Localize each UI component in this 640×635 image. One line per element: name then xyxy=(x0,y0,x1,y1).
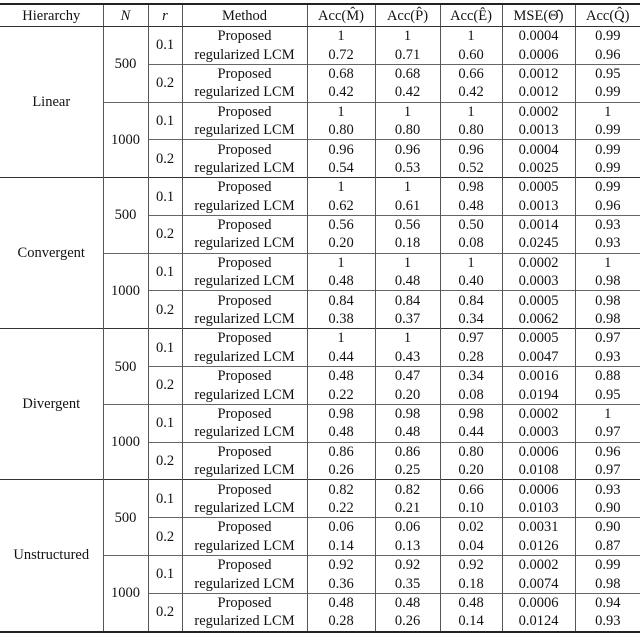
acc-e-cell: 1 xyxy=(440,102,502,121)
header-acc-q: Acc(Q̂) xyxy=(575,4,640,27)
acc-e-cell: 0.10 xyxy=(440,499,502,518)
acc-e-cell: 0.02 xyxy=(440,518,502,537)
acc-m-cell: 0.38 xyxy=(307,310,375,329)
acc-q-cell: 0.98 xyxy=(575,272,640,291)
acc-p-cell: 1 xyxy=(375,102,440,121)
acc-e-cell: 0.52 xyxy=(440,159,502,178)
acc-p-cell: 0.35 xyxy=(375,574,440,593)
n-cell: 1000 xyxy=(103,555,148,631)
acc-e-cell: 0.44 xyxy=(440,423,502,442)
acc-e-cell: 0.84 xyxy=(440,291,502,310)
acc-q-cell: 0.99 xyxy=(575,27,640,46)
acc-p-cell: 0.48 xyxy=(375,272,440,291)
acc-m-cell: 0.82 xyxy=(307,480,375,499)
mse-theta-cell: 0.0002 xyxy=(502,555,575,574)
acc-e-cell: 0.97 xyxy=(440,329,502,348)
acc-q-cell: 0.99 xyxy=(575,140,640,159)
acc-q-cell: 0.87 xyxy=(575,537,640,556)
acc-q-cell: 0.98 xyxy=(575,310,640,329)
acc-q-cell: 0.99 xyxy=(575,83,640,102)
mse-theta-cell: 0.0016 xyxy=(502,367,575,386)
acc-m-cell: 0.20 xyxy=(307,234,375,253)
mse-theta-cell: 0.0031 xyxy=(502,518,575,537)
acc-p-cell: 0.18 xyxy=(375,234,440,253)
acc-e-cell: 0.08 xyxy=(440,385,502,404)
acc-p-cell: 0.61 xyxy=(375,197,440,216)
mse-theta-cell: 0.0194 xyxy=(502,385,575,404)
mse-theta-cell: 0.0002 xyxy=(502,253,575,272)
method-cell: Proposed xyxy=(182,442,307,461)
acc-q-cell: 0.90 xyxy=(575,499,640,518)
acc-p-cell: 0.56 xyxy=(375,215,440,234)
acc-p-cell: 0.25 xyxy=(375,461,440,480)
acc-m-cell: 0.28 xyxy=(307,612,375,631)
n-cell: 1000 xyxy=(103,404,148,480)
acc-p-cell: 0.48 xyxy=(375,593,440,612)
r-cell: 0.2 xyxy=(148,518,182,556)
r-cell: 0.2 xyxy=(148,367,182,405)
acc-p-cell: 0.68 xyxy=(375,64,440,83)
acc-p-cell: 0.13 xyxy=(375,537,440,556)
r-cell: 0.1 xyxy=(148,27,182,65)
method-cell: Proposed xyxy=(182,140,307,159)
acc-e-cell: 0.04 xyxy=(440,537,502,556)
acc-p-cell: 0.96 xyxy=(375,140,440,159)
acc-q-cell: 0.97 xyxy=(575,423,640,442)
acc-p-cell: 0.37 xyxy=(375,310,440,329)
n-cell: 500 xyxy=(103,329,148,405)
method-cell: regularized LCM xyxy=(182,574,307,593)
acc-q-cell: 0.94 xyxy=(575,593,640,612)
r-cell: 0.1 xyxy=(148,404,182,442)
mse-theta-cell: 0.0013 xyxy=(502,197,575,216)
acc-e-cell: 0.42 xyxy=(440,83,502,102)
acc-e-cell: 0.34 xyxy=(440,367,502,386)
mse-theta-cell: 0.0004 xyxy=(502,140,575,159)
acc-q-cell: 0.97 xyxy=(575,329,640,348)
acc-q-cell: 0.95 xyxy=(575,64,640,83)
acc-m-cell: 1 xyxy=(307,329,375,348)
n-cell: 1000 xyxy=(103,253,148,329)
mse-theta-cell: 0.0014 xyxy=(502,215,575,234)
acc-m-cell: 1 xyxy=(307,178,375,197)
hierarchy-cell: Convergent xyxy=(0,178,103,329)
acc-m-cell: 0.68 xyxy=(307,64,375,83)
acc-q-cell: 0.99 xyxy=(575,121,640,140)
mse-theta-cell: 0.0245 xyxy=(502,234,575,253)
acc-q-cell: 0.93 xyxy=(575,234,640,253)
header-acc-e: Acc(Ê) xyxy=(440,4,502,27)
r-cell: 0.1 xyxy=(148,253,182,291)
acc-m-cell: 0.22 xyxy=(307,499,375,518)
acc-q-cell: 0.93 xyxy=(575,480,640,499)
acc-p-cell: 0.48 xyxy=(375,423,440,442)
method-cell: regularized LCM xyxy=(182,461,307,480)
acc-e-cell: 0.98 xyxy=(440,178,502,197)
mse-theta-cell: 0.0006 xyxy=(502,442,575,461)
method-cell: Proposed xyxy=(182,367,307,386)
n-cell: 500 xyxy=(103,178,148,254)
mse-theta-cell: 0.0002 xyxy=(502,404,575,423)
acc-e-cell: 0.98 xyxy=(440,404,502,423)
acc-m-cell: 0.86 xyxy=(307,442,375,461)
acc-e-cell: 0.34 xyxy=(440,310,502,329)
mse-theta-cell: 0.0012 xyxy=(502,83,575,102)
method-cell: Proposed xyxy=(182,329,307,348)
mse-theta-cell: 0.0005 xyxy=(502,291,575,310)
acc-p-cell: 0.84 xyxy=(375,291,440,310)
mse-theta-cell: 0.0124 xyxy=(502,612,575,631)
table-row xyxy=(0,329,640,348)
mse-theta-cell: 0.0003 xyxy=(502,272,575,291)
acc-m-cell: 0.62 xyxy=(307,197,375,216)
mse-theta-cell: 0.0126 xyxy=(502,537,575,556)
acc-m-cell: 1 xyxy=(307,27,375,46)
method-cell: regularized LCM xyxy=(182,310,307,329)
method-cell: regularized LCM xyxy=(182,272,307,291)
acc-p-cell: 0.86 xyxy=(375,442,440,461)
mse-theta-cell: 0.0062 xyxy=(502,310,575,329)
method-cell: regularized LCM xyxy=(182,121,307,140)
method-cell: Proposed xyxy=(182,518,307,537)
acc-e-cell: 0.20 xyxy=(440,461,502,480)
acc-m-cell: 0.56 xyxy=(307,215,375,234)
acc-q-cell: 1 xyxy=(575,253,640,272)
acc-e-cell: 0.28 xyxy=(440,348,502,367)
acc-e-cell: 0.40 xyxy=(440,272,502,291)
method-cell: regularized LCM xyxy=(182,612,307,631)
acc-e-cell: 0.48 xyxy=(440,593,502,612)
acc-q-cell: 0.96 xyxy=(575,197,640,216)
method-cell: Proposed xyxy=(182,480,307,499)
acc-p-cell: 0.20 xyxy=(375,385,440,404)
acc-e-cell: 0.50 xyxy=(440,215,502,234)
acc-q-cell: 1 xyxy=(575,102,640,121)
acc-q-cell: 0.96 xyxy=(575,442,640,461)
results-table xyxy=(0,3,640,633)
table-row xyxy=(0,27,640,46)
acc-p-cell: 0.47 xyxy=(375,367,440,386)
acc-p-cell: 0.80 xyxy=(375,121,440,140)
hierarchy-cell: Unstructured xyxy=(0,480,103,632)
acc-q-cell: 0.98 xyxy=(575,291,640,310)
header-acc-p: Acc(P̂) xyxy=(375,4,440,27)
n-cell: 500 xyxy=(103,27,148,103)
acc-p-cell: 0.82 xyxy=(375,480,440,499)
acc-q-cell: 0.99 xyxy=(575,178,640,197)
method-cell: Proposed xyxy=(182,102,307,121)
acc-m-cell: 0.92 xyxy=(307,555,375,574)
acc-e-cell: 0.48 xyxy=(440,197,502,216)
r-cell: 0.2 xyxy=(148,64,182,102)
acc-m-cell: 0.48 xyxy=(307,593,375,612)
r-cell: 0.2 xyxy=(148,442,182,480)
acc-m-cell: 0.36 xyxy=(307,574,375,593)
acc-m-cell: 0.80 xyxy=(307,121,375,140)
acc-p-cell: 1 xyxy=(375,27,440,46)
table-row xyxy=(0,178,640,197)
header-r: r xyxy=(148,4,182,27)
method-cell: Proposed xyxy=(182,178,307,197)
method-cell: Proposed xyxy=(182,555,307,574)
acc-q-cell: 0.93 xyxy=(575,612,640,631)
acc-m-cell: 0.06 xyxy=(307,518,375,537)
method-cell: Proposed xyxy=(182,27,307,46)
acc-e-cell: 0.66 xyxy=(440,480,502,499)
method-cell: regularized LCM xyxy=(182,83,307,102)
r-cell: 0.2 xyxy=(148,140,182,178)
acc-m-cell: 0.48 xyxy=(307,367,375,386)
acc-q-cell: 0.93 xyxy=(575,215,640,234)
acc-e-cell: 0.08 xyxy=(440,234,502,253)
acc-p-cell: 0.71 xyxy=(375,45,440,64)
mse-theta-cell: 0.0108 xyxy=(502,461,575,480)
acc-p-cell: 0.98 xyxy=(375,404,440,423)
header-acc-m: Acc(M̂) xyxy=(307,4,375,27)
acc-e-cell: 0.66 xyxy=(440,64,502,83)
table-row xyxy=(0,480,640,499)
acc-e-cell: 0.18 xyxy=(440,574,502,593)
acc-q-cell: 1 xyxy=(575,404,640,423)
acc-m-cell: 0.44 xyxy=(307,348,375,367)
mse-theta-cell: 0.0006 xyxy=(502,45,575,64)
acc-m-cell: 0.14 xyxy=(307,537,375,556)
r-cell: 0.1 xyxy=(148,178,182,216)
acc-m-cell: 0.48 xyxy=(307,423,375,442)
mse-theta-cell: 0.0005 xyxy=(502,178,575,197)
header-method: Method xyxy=(182,4,307,27)
method-cell: regularized LCM xyxy=(182,385,307,404)
r-cell: 0.1 xyxy=(148,329,182,367)
method-cell: Proposed xyxy=(182,64,307,83)
hierarchy-cell: Divergent xyxy=(0,329,103,480)
acc-p-cell: 0.42 xyxy=(375,83,440,102)
acc-e-cell: 0.80 xyxy=(440,442,502,461)
acc-e-cell: 0.60 xyxy=(440,45,502,64)
hierarchy-cell: Linear xyxy=(0,27,103,178)
acc-p-cell: 1 xyxy=(375,329,440,348)
acc-q-cell: 0.90 xyxy=(575,518,640,537)
header-hierarchy: Hierarchy xyxy=(0,4,103,27)
mse-theta-cell: 0.0012 xyxy=(502,64,575,83)
acc-q-cell: 0.88 xyxy=(575,367,640,386)
acc-m-cell: 0.22 xyxy=(307,385,375,404)
mse-theta-cell: 0.0074 xyxy=(502,574,575,593)
acc-p-cell: 0.43 xyxy=(375,348,440,367)
mse-theta-cell: 0.0047 xyxy=(502,348,575,367)
r-cell: 0.1 xyxy=(148,480,182,518)
acc-p-cell: 1 xyxy=(375,253,440,272)
acc-q-cell: 0.96 xyxy=(575,45,640,64)
acc-q-cell: 0.98 xyxy=(575,574,640,593)
mse-theta-cell: 0.0013 xyxy=(502,121,575,140)
acc-m-cell: 0.26 xyxy=(307,461,375,480)
acc-m-cell: 0.84 xyxy=(307,291,375,310)
acc-e-cell: 0.92 xyxy=(440,555,502,574)
acc-q-cell: 0.99 xyxy=(575,555,640,574)
acc-q-cell: 0.95 xyxy=(575,385,640,404)
mse-theta-cell: 0.0006 xyxy=(502,593,575,612)
method-cell: regularized LCM xyxy=(182,45,307,64)
mse-theta-cell: 0.0025 xyxy=(502,159,575,178)
method-cell: Proposed xyxy=(182,404,307,423)
mse-theta-cell: 0.0006 xyxy=(502,480,575,499)
acc-q-cell: 0.97 xyxy=(575,461,640,480)
method-cell: Proposed xyxy=(182,215,307,234)
method-cell: Proposed xyxy=(182,593,307,612)
acc-m-cell: 0.96 xyxy=(307,140,375,159)
acc-e-cell: 0.14 xyxy=(440,612,502,631)
acc-p-cell: 0.92 xyxy=(375,555,440,574)
acc-m-cell: 1 xyxy=(307,253,375,272)
table-body xyxy=(0,27,640,632)
r-cell: 0.1 xyxy=(148,555,182,593)
acc-e-cell: 1 xyxy=(440,253,502,272)
method-cell: regularized LCM xyxy=(182,197,307,216)
acc-e-cell: 1 xyxy=(440,27,502,46)
r-cell: 0.2 xyxy=(148,291,182,329)
r-cell: 0.2 xyxy=(148,593,182,631)
mse-theta-cell: 0.0004 xyxy=(502,27,575,46)
method-cell: regularized LCM xyxy=(182,234,307,253)
header-row xyxy=(0,4,640,27)
method-cell: regularized LCM xyxy=(182,348,307,367)
mse-theta-cell: 0.0005 xyxy=(502,329,575,348)
acc-e-cell: 0.96 xyxy=(440,140,502,159)
r-cell: 0.1 xyxy=(148,102,182,140)
n-cell: 500 xyxy=(103,480,148,556)
mse-theta-cell: 0.0003 xyxy=(502,423,575,442)
method-cell: Proposed xyxy=(182,253,307,272)
method-cell: regularized LCM xyxy=(182,159,307,178)
acc-e-cell: 0.80 xyxy=(440,121,502,140)
mse-theta-cell: 0.0002 xyxy=(502,102,575,121)
acc-p-cell: 0.26 xyxy=(375,612,440,631)
n-cell: 1000 xyxy=(103,102,148,178)
acc-m-cell: 0.48 xyxy=(307,272,375,291)
acc-p-cell: 0.21 xyxy=(375,499,440,518)
method-cell: Proposed xyxy=(182,291,307,310)
method-cell: regularized LCM xyxy=(182,537,307,556)
acc-q-cell: 0.99 xyxy=(575,159,640,178)
acc-p-cell: 0.53 xyxy=(375,159,440,178)
acc-m-cell: 0.42 xyxy=(307,83,375,102)
acc-m-cell: 0.98 xyxy=(307,404,375,423)
header-mse-theta: MSE(Θ̂) xyxy=(502,4,575,27)
header-n: N xyxy=(103,4,148,27)
acc-m-cell: 1 xyxy=(307,102,375,121)
acc-m-cell: 0.54 xyxy=(307,159,375,178)
acc-p-cell: 0.06 xyxy=(375,518,440,537)
r-cell: 0.2 xyxy=(148,215,182,253)
mse-theta-cell: 0.0103 xyxy=(502,499,575,518)
method-cell: regularized LCM xyxy=(182,499,307,518)
acc-q-cell: 0.93 xyxy=(575,348,640,367)
acc-m-cell: 0.72 xyxy=(307,45,375,64)
method-cell: regularized LCM xyxy=(182,423,307,442)
acc-p-cell: 1 xyxy=(375,178,440,197)
